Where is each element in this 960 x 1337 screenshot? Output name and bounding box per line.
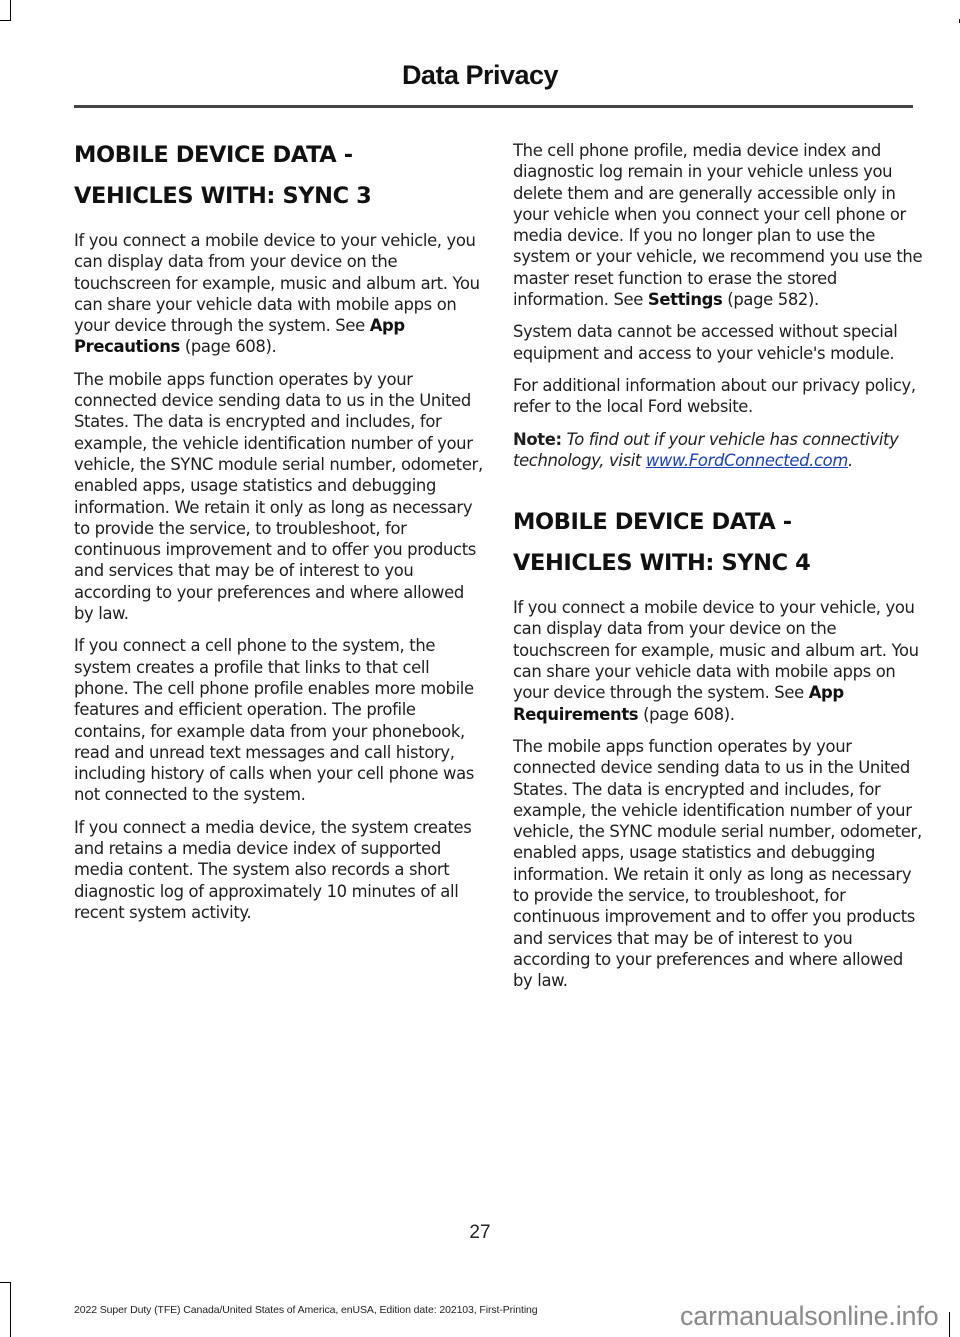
paragraph-cell-phone-profile: If you connect a cell phone to the system, the system creates a profile that links to that cell phone. The cell phone profile enables more mobile features and efficient operation. The profile contains, for example data from your phonebook, read and unread text messages and call history, including history of calls when your cell phone was not connected to the system. <box>74 636 474 805</box>
crop-mark-bottom-right-v <box>949 1312 950 1337</box>
paragraph-mobile-apps-function: The mobile apps function operates by your connected device sending data to us in the United States. The data is encrypted and includes, for example, the vehicle identification number of your vehicle, the SYNC module serial number, odometer, enabled apps, usage statistics and debugging information. We retain it only as long as necessary to provide the service, to troubleshoot, for continuous improvement and to offer you products and services that may be of interest to you according to your preferences and where allowed by law. <box>74 369 483 624</box>
page-reference: (page 582). <box>722 290 819 310</box>
xref-settings[interactable]: Settings <box>647 290 723 310</box>
paragraph-mobile-device-intro-sync4 <box>513 597 925 725</box>
paragraph-mobile-device-intro <box>74 230 486 358</box>
crop-mark-top-left-v <box>10 0 11 20</box>
watermark: carmanualsonline.info <box>680 1301 939 1331</box>
right-column <box>513 140 925 1003</box>
page-reference: (page 608). <box>638 704 735 724</box>
paragraph-system-data-access: System data cannot be accessed without special equipment and access to your vehicle's module. <box>513 322 898 363</box>
page-header-title: Data Privacy <box>401 60 559 90</box>
xref-app-requirements[interactable]: App Requirements <box>513 683 844 724</box>
page-number: 27 <box>469 1222 491 1243</box>
note-label: Note: <box>513 429 562 449</box>
paragraph-mobile-apps-function-sync4: The mobile apps function operates by your connected device sending data to us in the United States. The data is encrypted and includes, for example, the vehicle identification number of your vehicle, the SYNC module serial number, odometer, enabled apps, usage statistics and debugging information. We retain it only as long as necessary to provide the service, to troubleshoot, for continuous improvement and to offer you products and services that may be of interest to you according to your preferences and where allowed by law. <box>513 736 922 991</box>
paragraph-privacy-policy: For additional information about our privacy policy, refer to the local Ford website. <box>513 375 916 417</box>
crop-mark-bottom-left-v <box>10 1282 11 1337</box>
section-heading-line1: MOBILE DEVICE DATA - <box>513 509 792 536</box>
paragraph-media-device: If you connect a media device, the system creates and retains a media device index of supported media content. The system also records a short diagnostic log of approximately 10 minutes of all recent system activity. <box>74 817 472 922</box>
header-divider <box>74 105 913 108</box>
xref-app-precautions[interactable]: App Precautions <box>74 316 405 357</box>
section-heading-line2: VEHICLES WITH: SYNC 3 <box>74 183 372 209</box>
note-text: To find out if your vehicle has connectivity technology, visit <box>513 429 899 470</box>
ford-connected-link[interactable]: www.FordConnected.com <box>645 450 848 470</box>
paragraph-data-retention <box>513 140 925 310</box>
section-heading-line2: VEHICLES WITH: SYNC 4 <box>513 550 811 577</box>
section-heading-sync4 <box>513 507 925 579</box>
section-heading-sync3 <box>74 140 486 212</box>
edition-footer: 2022 Super Duty (TFE) Canada/United States of America, enUSA, Edition date: 202103, First-Printing <box>74 1304 538 1316</box>
paragraph-text: If you connect a mobile device to your vehicle, you can display data from your device on the touchscreen for example, music and album art. You can share your vehicle data with mobile apps on your device through the system. See <box>513 598 919 703</box>
note-period: . <box>847 450 853 470</box>
page-reference: (page 608). <box>179 337 277 357</box>
left-column <box>74 140 486 934</box>
section-heading-line1: MOBILE DEVICE DATA - <box>74 142 353 168</box>
note <box>513 429 925 472</box>
paragraph-text: If you connect a mobile device to your vehicle, you can display data from your device on the touchscreen for example, music and album art. You can share your vehicle data with mobile apps on your device through the system. See <box>74 231 480 336</box>
crop-mark-top-left-h <box>0 20 11 21</box>
paragraph-text: The cell phone profile, media device index and diagnostic log remain in your vehicle unless you delete them and are generally accessible only in your vehicle when you connect your cell phone or media device. If you no longer plan to use the system or your vehicle, we recommend you use the master reset function to erase the stored information. See <box>513 141 923 310</box>
